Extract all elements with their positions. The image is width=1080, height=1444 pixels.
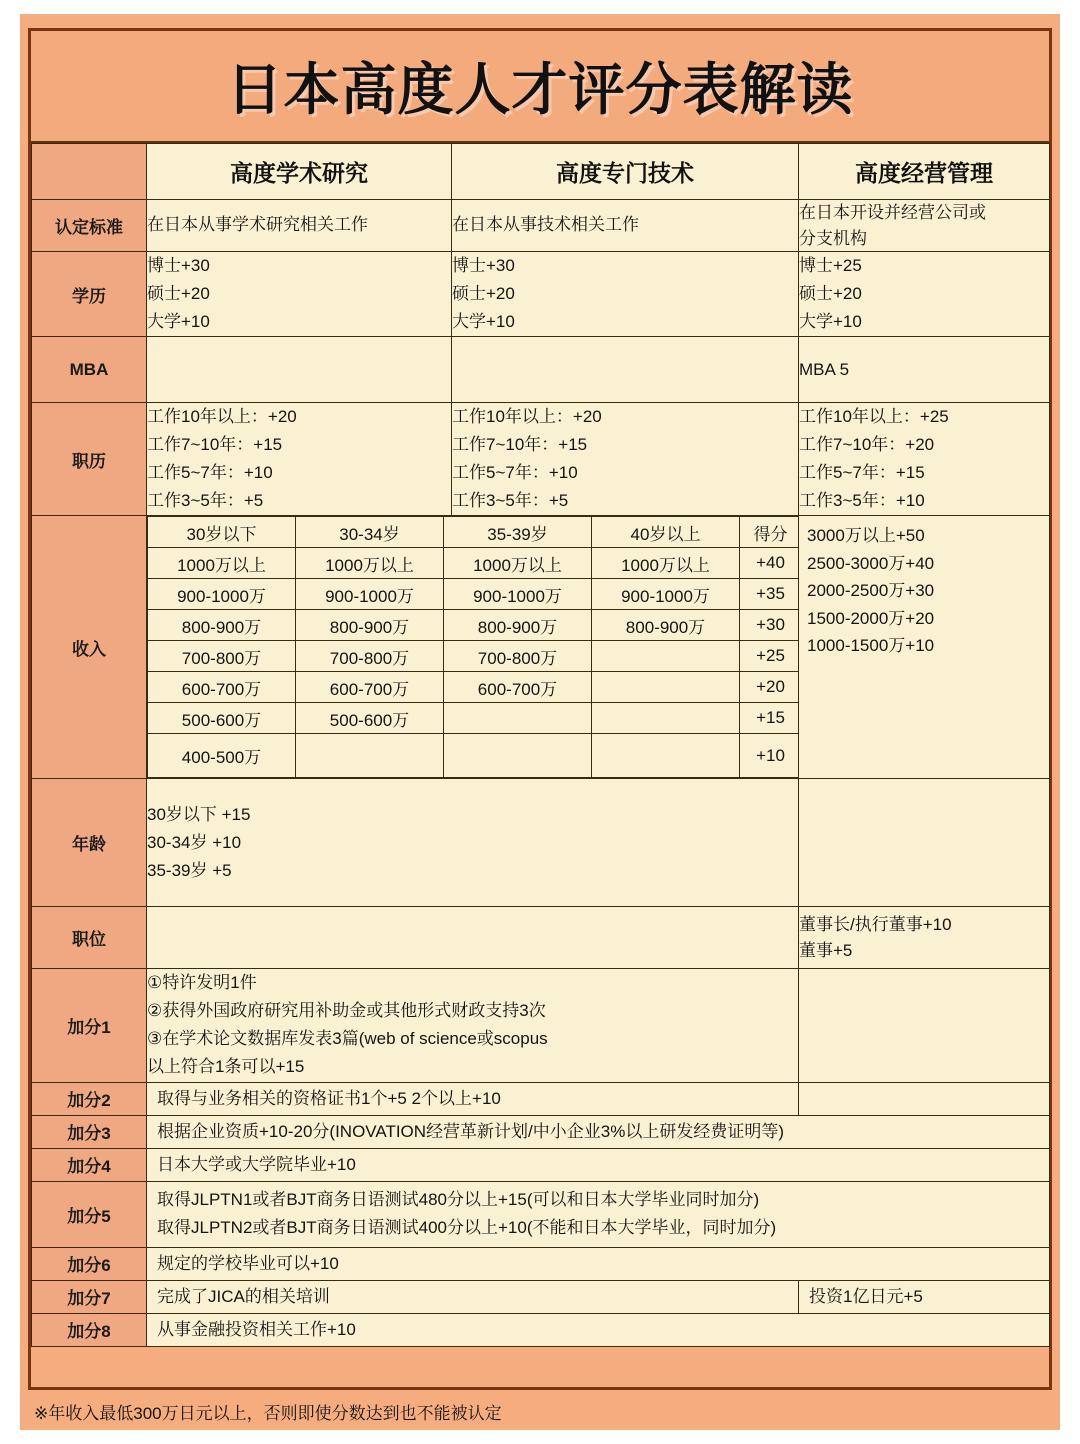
income-col-header-4: 40岁以上 bbox=[592, 517, 740, 548]
career-technical-line-1: 工作10年以上：+20 bbox=[452, 407, 602, 427]
education-technical-line-3: 大学+10 bbox=[452, 312, 515, 332]
scoring-table bbox=[31, 143, 1050, 1347]
header-academic: 高度学术研究 bbox=[147, 144, 452, 200]
income-col-header-1: 30岁以下 bbox=[148, 517, 296, 548]
income-cell-r6-c1: 500-600万 bbox=[148, 703, 296, 734]
bonus1-line-3: ③在学术论文数据库发表3篇(web of science或scopus bbox=[147, 1029, 548, 1049]
bonus6-content: 规定的学校毕业可以+10 bbox=[147, 1247, 1050, 1280]
education-academic-line-3: 大学+10 bbox=[147, 312, 210, 332]
income-cell-r2-c1: 900-1000万 bbox=[148, 579, 296, 610]
mba-management: MBA 5 bbox=[799, 337, 1050, 403]
income-cell-r4-c5: +25 bbox=[740, 641, 802, 672]
income-cell-r5-c3: 600-700万 bbox=[444, 672, 592, 703]
table-header-row bbox=[32, 144, 1050, 200]
table-row-bonus7 bbox=[32, 1280, 1050, 1313]
bonus1-line-4: 以上符合1条可以+15 bbox=[147, 1057, 305, 1077]
income-grid-row bbox=[148, 703, 802, 734]
row-label-bonus8: 加分8 bbox=[32, 1313, 147, 1346]
poster-background bbox=[20, 14, 1060, 1430]
income-col-header-5: 得分 bbox=[740, 517, 802, 548]
table-row-bonus3 bbox=[32, 1115, 1050, 1148]
income-management-line-4: 1500-2000万+20 bbox=[807, 608, 935, 628]
income-cell-r1-c1: 1000万以上 bbox=[148, 548, 296, 579]
row-label-income: 收入 bbox=[32, 516, 147, 779]
header-technical: 高度专门技术 bbox=[452, 144, 799, 200]
career-technical bbox=[452, 403, 799, 516]
position-management-line-2: 董事+5 bbox=[799, 940, 853, 960]
income-cell-r4-c3: 700-800万 bbox=[444, 641, 592, 672]
income-cell-r2-c4: 900-1000万 bbox=[592, 579, 740, 610]
income-cell-r1-c4: 1000万以上 bbox=[592, 548, 740, 579]
income-cell-r7-c5: +10 bbox=[740, 734, 802, 778]
age-line-2: 30-34岁 +10 bbox=[147, 832, 242, 852]
education-management-line-3: 大学+10 bbox=[799, 312, 862, 332]
bonus5-line-2: 取得JLPTN2或者BJT商务日语测试400分以上+10(不能和日本大学毕业，同时加分) bbox=[157, 1218, 777, 1238]
income-cell-r6-c3 bbox=[444, 703, 592, 734]
table-row-bonus6 bbox=[32, 1247, 1050, 1280]
criteria-management-line-2: 分支机构 bbox=[799, 228, 867, 248]
income-management-line-5: 1000-1500万+10 bbox=[807, 636, 935, 656]
career-academic-line-2: 工作7~10年：+15 bbox=[147, 435, 283, 455]
education-technical-line-1: 博士+30 bbox=[452, 256, 515, 275]
education-academic bbox=[147, 252, 452, 337]
income-cell-r3-c3: 800-900万 bbox=[444, 610, 592, 641]
income-cell-r2-c3: 900-1000万 bbox=[444, 579, 592, 610]
row-label-position: 职位 bbox=[32, 907, 147, 969]
row-label-career: 职历 bbox=[32, 403, 147, 516]
income-cell-r2-c5: +35 bbox=[740, 579, 802, 610]
row-label-bonus6: 加分6 bbox=[32, 1247, 147, 1280]
bonus1-content bbox=[147, 969, 799, 1082]
position-content bbox=[147, 907, 799, 969]
income-cell-r5-c5: +20 bbox=[740, 672, 802, 703]
education-technical bbox=[452, 252, 799, 337]
footnote: ※年收入最低300万日元以上，否则即使分数达到也不能被认定 bbox=[28, 1394, 1052, 1428]
table-row-education bbox=[32, 252, 1050, 337]
education-technical-line-2: 硕士+20 bbox=[452, 284, 515, 304]
income-cell-r3-c5: +30 bbox=[740, 610, 802, 641]
income-cell-r7-c3 bbox=[444, 734, 592, 778]
income-cell-r1-c3: 1000万以上 bbox=[444, 548, 592, 579]
table-row-bonus1 bbox=[32, 969, 1050, 1082]
career-management-line-4: 工作3~5年：+10 bbox=[799, 491, 925, 511]
income-cell-r1-c5: +40 bbox=[740, 548, 802, 579]
bonus2-content: 取得与业务相关的资格证书1个+5 2个以上+10 bbox=[147, 1082, 799, 1115]
income-grid-row bbox=[148, 579, 802, 610]
career-academic-line-4: 工作3~5年：+5 bbox=[147, 491, 264, 511]
career-technical-line-4: 工作3~5年：+5 bbox=[452, 491, 569, 511]
bonus7-management: 投资1亿日元+5 bbox=[799, 1280, 1050, 1313]
row-label-criteria: 认定标准 bbox=[32, 200, 147, 252]
row-label-bonus2: 加分2 bbox=[32, 1082, 147, 1115]
bonus1-management bbox=[799, 969, 1050, 1082]
bonus4-content: 日本大学或大学院毕业+10 bbox=[147, 1148, 1050, 1181]
career-academic bbox=[147, 403, 452, 516]
table-row-income bbox=[32, 516, 1050, 779]
row-label-bonus7: 加分7 bbox=[32, 1280, 147, 1313]
mba-technical bbox=[452, 337, 799, 403]
income-cell-r6-c2: 500-600万 bbox=[296, 703, 444, 734]
income-cell-r5-c1: 600-700万 bbox=[148, 672, 296, 703]
income-cell-r6-c5: +15 bbox=[740, 703, 802, 734]
income-cell-r4-c4 bbox=[592, 641, 740, 672]
education-management-line-1: 博士+25 bbox=[799, 256, 862, 275]
income-grid-row bbox=[148, 610, 802, 641]
income-cell-r2-c2: 900-1000万 bbox=[296, 579, 444, 610]
table-row-position bbox=[32, 907, 1050, 969]
income-cell-r4-c1: 700-800万 bbox=[148, 641, 296, 672]
income-grid-row bbox=[148, 734, 802, 778]
career-technical-line-2: 工作7~10年：+15 bbox=[452, 435, 588, 455]
table-row-bonus8 bbox=[32, 1313, 1050, 1346]
bonus5-line-1: 取得JLPTN1或者BJT商务日语测试480分以上+15(可以和日本大学毕业同时加分) bbox=[157, 1190, 760, 1210]
bonus3-content: 根据企业资质+10-20分(INOVATION经营革新计划/中小企业3%以上研发经费证明等) bbox=[147, 1115, 1050, 1148]
table-row-career bbox=[32, 403, 1050, 516]
education-academic-line-2: 硕士+20 bbox=[147, 284, 210, 304]
mba-academic bbox=[147, 337, 452, 403]
row-label-education: 学历 bbox=[32, 252, 147, 337]
income-cell-r3-c1: 800-900万 bbox=[148, 610, 296, 641]
income-col-header-2: 30-34岁 bbox=[296, 517, 444, 548]
age-management bbox=[799, 779, 1050, 907]
page-title: 日本高度人才评分表解读 bbox=[226, 58, 854, 121]
table-row-bonus5 bbox=[32, 1181, 1050, 1247]
education-management-line-2: 硕士+20 bbox=[799, 284, 862, 304]
criteria-management-line-1: 在日本开设并经营公司或 bbox=[799, 203, 986, 222]
income-grid bbox=[147, 516, 802, 778]
header-blank-cell bbox=[32, 144, 147, 200]
income-management-line-1: 3000万以上+50 bbox=[807, 526, 925, 546]
header-management: 高度经营管理 bbox=[799, 144, 1050, 200]
income-cell-r3-c2: 800-900万 bbox=[296, 610, 444, 641]
income-grid-row bbox=[148, 548, 802, 579]
table-row-bonus2 bbox=[32, 1082, 1050, 1115]
income-cell-r7-c1: 400-500万 bbox=[148, 734, 296, 778]
table-row-criteria bbox=[32, 200, 1050, 252]
table-row-mba bbox=[32, 337, 1050, 403]
income-management-list bbox=[799, 516, 1049, 666]
bonus7-content: 完成了JICA的相关培训 bbox=[147, 1280, 799, 1313]
criteria-management bbox=[799, 200, 1050, 252]
income-management-line-3: 2000-2500万+30 bbox=[807, 581, 935, 601]
career-technical-line-3: 工作5~7年：+10 bbox=[452, 463, 578, 483]
income-cell-r7-c2 bbox=[296, 734, 444, 778]
career-academic-line-1: 工作10年以上：+20 bbox=[147, 407, 297, 427]
row-label-bonus5: 加分5 bbox=[32, 1181, 147, 1247]
table-frame bbox=[28, 28, 1052, 1390]
income-grid-container bbox=[147, 516, 799, 779]
income-cell-r5-c4 bbox=[592, 672, 740, 703]
row-label-mba: MBA bbox=[32, 337, 147, 403]
bonus1-line-1: ①特许发明1件 bbox=[147, 973, 257, 993]
income-management-line-2: 2500-3000万+40 bbox=[807, 553, 935, 573]
career-management-line-3: 工作5~7年：+15 bbox=[799, 463, 925, 483]
career-management-line-1: 工作10年以上：+25 bbox=[799, 407, 949, 427]
income-cell-r1-c2: 1000万以上 bbox=[296, 548, 444, 579]
income-grid-header-row bbox=[148, 517, 802, 548]
age-line-1: 30岁以下 +15 bbox=[147, 804, 251, 824]
income-cell-r7-c4 bbox=[592, 734, 740, 778]
position-management bbox=[799, 907, 1050, 969]
table-row-age bbox=[32, 779, 1050, 907]
income-cell-r3-c4: 800-900万 bbox=[592, 610, 740, 641]
career-management bbox=[799, 403, 1050, 516]
row-label-bonus1: 加分1 bbox=[32, 969, 147, 1082]
criteria-technical: 在日本从事技术相关工作 bbox=[452, 200, 799, 252]
row-label-bonus3: 加分3 bbox=[32, 1115, 147, 1148]
career-management-line-2: 工作7~10年：+20 bbox=[799, 435, 935, 455]
career-academic-line-3: 工作5~7年：+10 bbox=[147, 463, 273, 483]
income-cell-r6-c4 bbox=[592, 703, 740, 734]
income-grid-row bbox=[148, 641, 802, 672]
income-col-header-3: 35-39岁 bbox=[444, 517, 592, 548]
title-bar bbox=[31, 31, 1049, 143]
income-cell-r4-c2: 700-800万 bbox=[296, 641, 444, 672]
age-line-3: 35-39岁 +5 bbox=[147, 860, 232, 880]
row-label-bonus4: 加分4 bbox=[32, 1148, 147, 1181]
income-grid-row bbox=[148, 672, 802, 703]
bonus8-content: 从事金融投资相关工作+10 bbox=[147, 1313, 1050, 1346]
bonus5-content bbox=[147, 1181, 1050, 1247]
position-management-line-1: 董事长/执行董事+10 bbox=[799, 915, 952, 935]
criteria-academic: 在日本从事学术研究相关工作 bbox=[147, 200, 452, 252]
income-cell-r5-c2: 600-700万 bbox=[296, 672, 444, 703]
education-academic-line-1: 博士+30 bbox=[147, 256, 210, 275]
age-content bbox=[147, 779, 799, 907]
bonus1-line-2: ②获得外国政府研究用补助金或其他形式财政支持3次 bbox=[147, 1001, 546, 1021]
table-row-bonus4 bbox=[32, 1148, 1050, 1181]
education-management bbox=[799, 252, 1050, 337]
income-management bbox=[799, 516, 1050, 779]
bonus2-management bbox=[799, 1082, 1050, 1115]
row-label-age: 年龄 bbox=[32, 779, 147, 907]
